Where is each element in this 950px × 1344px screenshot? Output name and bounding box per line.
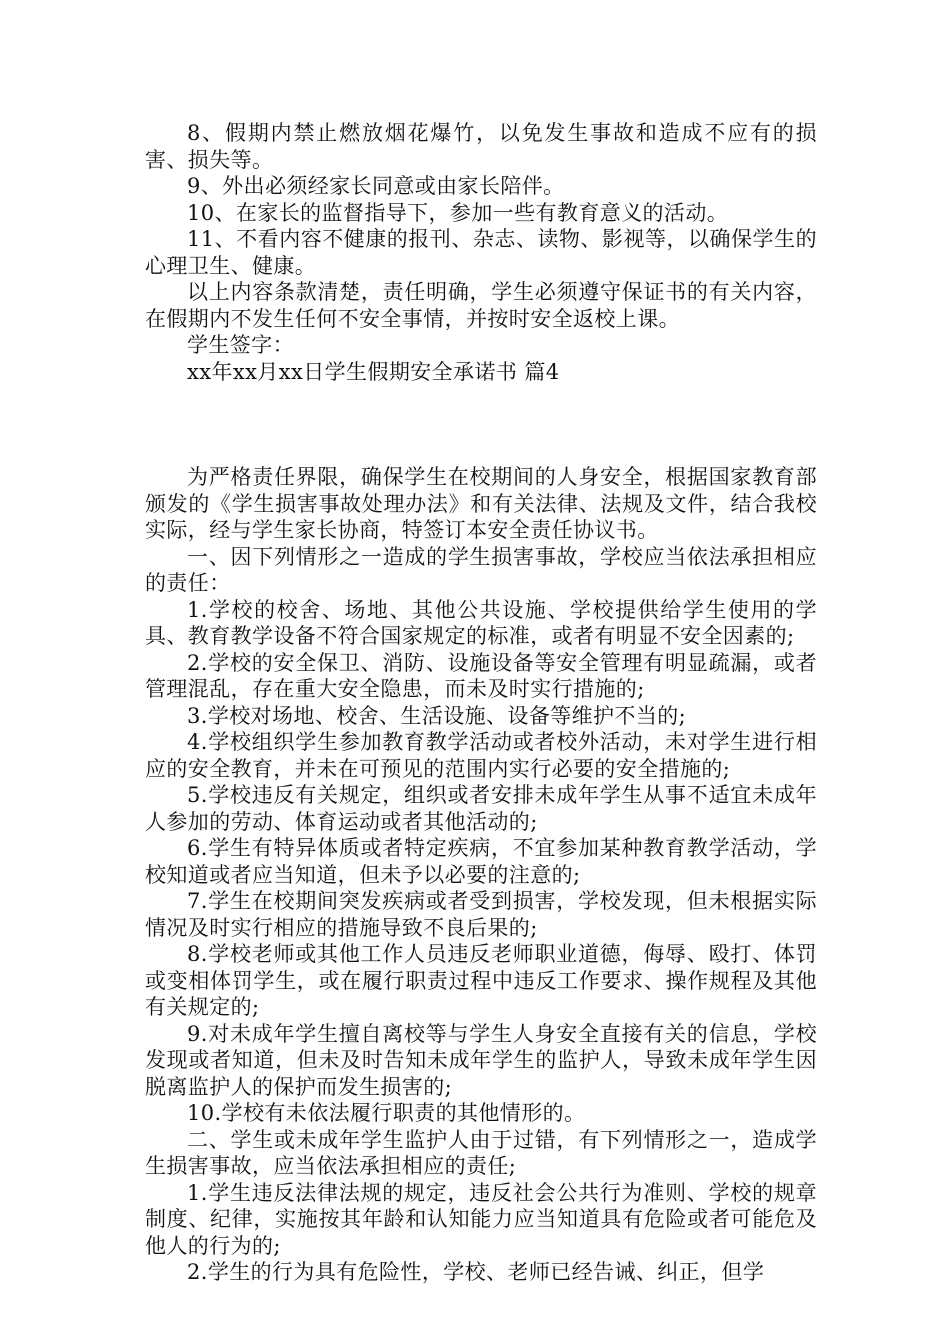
paragraph-summary: 以上内容条款清楚，责任明确，学生必须遵守保证书的有关内容，在假期内不发生任何不安全事情，并按时安全返校上课。 [145,280,817,331]
signature-line: 学生签字： [187,333,294,357]
clause-school-8: 8.学校老师或其他工作人员违反老师职业道德，侮辱、殴打、体罚或变相体罚学生，或在履行职责过程中违反工作要求、操作规程及其他有关规定的; [145,942,817,1019]
paragraph-item-9: 9、外出必须经家长同意或由家长陪伴。 [187,174,565,198]
document-page [145,120,817,1286]
clause-school-2: 2.学校的安全保卫、消防、设施设备等安全管理有明显疏漏，或者管理混乱，存在重大安全隐患，而未及时实行措施的; [145,650,817,701]
paragraph-item-11: 11、不看内容不健康的报刊、杂志、读物、影视等，以确保学生的心理卫生、健康。 [145,227,817,278]
clause-school-7: 7.学生在校期间突发疾病或者受到损害，学校发现，但未根据实际情况及时实行相应的措施导致不良后果的; [145,889,817,940]
clause-school-5: 5.学校违反有关规定，组织或者安排未成年学生从事不适宜未成年人参加的劳动、体育运动或者其他活动的; [145,783,817,834]
clause-school-9: 9.对未成年学生擅自离校等与学生人身安全直接有关的信息，学校发现或者知道，但未及时告知未成年学生的监护人，导致未成年学生因脱离监护人的保护而发生损害的; [145,1021,817,1099]
clause-school-10: 10.学校有未依法履行职责的其他情形的。 [187,1101,586,1125]
clause-heading-student: 二、学生或未成年学生监护人由于过错，有下列情形之一，造成学生损害事故，应当依法承担相应的责任; [145,1127,817,1178]
clause-heading-school: 一、因下列情形之一造成的学生损害事故，学校应当依法承担相应的责任： [145,544,817,595]
clause-student-1: 1.学生违反法律法规的规定，违反社会公共行为准则、学校的规章制度、纪律，实施按其年龄和认知能力应当知道具有危险或者可能危及他人的行为的; [145,1180,817,1258]
paragraph-item-8: 8、假期内禁止燃放烟花爆竹，以免发生事故和造成不应有的损害、损失等。 [145,121,817,172]
clause-school-6: 6.学生有特异体质或者特定疾病，不宜参加某种教育教学活动，学校知道或者应当知道，但未予以必要的注意的; [145,836,817,887]
section-heading: xx年xx月xx日学生假期安全承诺书 篇4 [187,359,560,384]
paragraph-item-10: 10、在家长的监督指导下，参加一些有教育意义的活动。 [187,200,729,225]
agreement-intro: 为严格责任界限，确保学生在校期间的人身安全，根据国家教育部颁发的《学生损害事故处理办法》和有关法律、法规及文件，结合我校实际，经与学生家长协商，特签订本安全责任协议书。 [145,465,817,542]
clause-school-4: 4.学校组织学生参加教育教学活动或者校外活动，未对学生进行相应的安全教育，并未在可预见的范围内实行必要的安全措施的; [145,730,817,781]
clause-school-1: 1.学校的校舍、场地、其他公共设施、学校提供给学生使用的学具、教育教学设备不符合国家规定的标准，或者有明显不安全因素的; [145,597,817,648]
section-gap [145,385,817,464]
clause-student-2: 2.学生的行为具有危险性，学校、老师已经告诫、纠正，但学 [187,1260,765,1284]
clause-school-3: 3.学校对场地、校舍、生活设施、设备等维护不当的; [187,703,687,728]
